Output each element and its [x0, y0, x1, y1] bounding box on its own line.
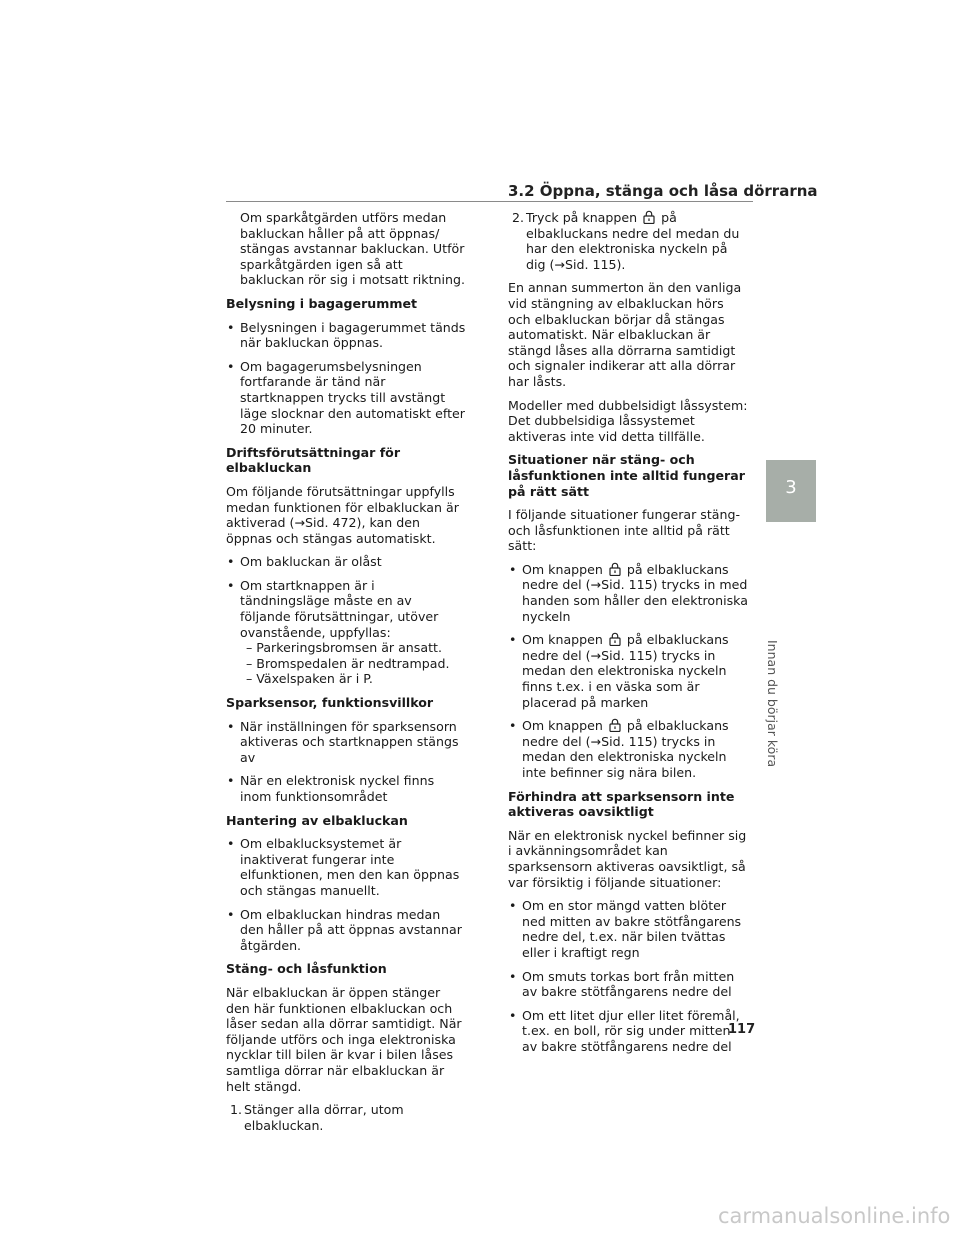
list-item: • Belysningen i bagagerummet tänds när bakluckan öppnas.	[226, 320, 466, 351]
list-item: • När inställningen för sparksensorn aktiveras och startknappen stängs av	[226, 719, 466, 766]
list-item-text: Om knappen	[522, 632, 603, 648]
list-item-text: Om knappen	[522, 718, 603, 734]
heading-kick-sensor: Sparksensor, funktionsvillkor	[226, 695, 434, 711]
heading-luggage-light: Belysning i bagagerummet	[226, 295, 418, 311]
page-number: 117	[728, 1022, 756, 1037]
sub-item: – Bromspedalen är nedtrampad.	[246, 655, 450, 671]
list-item: • Om ett litet djur eller litet föremål, t.ex. en boll, rör sig under mitten av bakre stötfångarens nedre del	[508, 1008, 748, 1055]
list-item	[508, 718, 748, 780]
list-item: • Om bakluckan är olåst	[226, 554, 466, 570]
sub-item: – Växelspaken är i P.	[246, 671, 373, 687]
paragraph: Modeller med dubbelsidigt låssystem: Det dubbelsidiga låssystemet aktiveras inte vid detta tillfälle.	[508, 397, 748, 444]
step-text: Tryck på knappen	[526, 210, 638, 225]
list-item: • Om bagagerumsbelysningen fortfarande är tänd när startknappen trycks till avstängt läge slocknar den automatiskt efter 20 minuter.	[226, 359, 466, 437]
list-item-text: på elbakluckans nedre del (→Sid. 115) trycks in medan den elektroniska nyckeln inte befinner sig nära bilen.	[522, 718, 729, 780]
step-text: Stänger alla dörrar, utom elbakluckan.	[244, 1102, 404, 1133]
heading-close-lock: Stäng- och låsfunktion	[226, 961, 387, 977]
list-item: • Om en stor mängd vatten blöter ned mitten av bakre stötfångarens nedre del, t.ex. när bilen tvättas eller i kraftigt regn	[508, 898, 748, 960]
paragraph: En annan summerton än den vanliga vid stängning av elbakluckan hörs och elbakluckan börjar då stängas automatiskt. När elbakluckan är stängd låses alla dörrarna samtidigt och signaler indikerar att alla dörrar har låsts.	[508, 280, 742, 389]
list-item	[226, 578, 466, 687]
step-number: 1.	[230, 1102, 243, 1118]
lock-button-icon	[608, 718, 622, 732]
section-header: 3.2 Öppna, stänga och låsa dörrarna	[508, 182, 818, 200]
list-item	[508, 562, 748, 624]
list-item	[508, 632, 748, 710]
numbered-step	[226, 1102, 466, 1133]
paragraph: Om följande förutsättningar uppfylls medan funktionen för elbakluckan är aktiverad (→Sid. 472), kan den öppnas och stängas automatiskt.	[226, 483, 459, 546]
right-column	[508, 210, 748, 1063]
lock-button-icon	[608, 562, 622, 576]
header-divider	[226, 201, 753, 202]
paragraph: I följande situationer fungerar stäng- och låsfunktionen inte alltid på rätt sätt:	[508, 507, 741, 554]
lock-button-icon	[642, 210, 656, 224]
watermark: carmanualsonline.info	[718, 1204, 951, 1228]
list-item-text: Om knappen	[522, 561, 603, 577]
numbered-step	[508, 210, 748, 272]
lock-button-icon	[608, 632, 622, 646]
heading-situations: Situationer när stäng- och låsfunktionen inte alltid fungerar på rätt sätt	[508, 452, 745, 499]
list-item: • När en elektronisk nyckel finns inom funktionsområdet	[226, 773, 466, 804]
list-item-text: på elbakluckans nedre del (→Sid. 115) trycks in med handen som håller den elektroniska nyckeln	[522, 561, 748, 624]
chapter-number: 3	[785, 477, 797, 498]
paragraph: När elbakluckan är öppen stänger den här funktionen elbakluckan och låser sedan alla dörrar samtidigt. När följande utförs och inga elektroniska nycklar till bilen är kvar i bilen låses samtliga dörrar när elbakluckan är helt stängd.	[226, 984, 462, 1094]
list-item: • Om elbaklucksystemet är inaktiverat fungerar inte elfunktionen, men den kan öppnas och stängas manuellt.	[226, 836, 466, 898]
chapter-label: Innan du börjar köra	[765, 640, 780, 768]
heading-operating-conditions: Driftsförutsättningar för elbakluckan	[226, 444, 401, 476]
left-column	[226, 210, 466, 1141]
step-text: på elbakluckans nedre del medan du har den elektroniska nyckeln på dig (→Sid. 115).	[526, 210, 740, 272]
chapter-tab	[766, 460, 816, 522]
intro-paragraph: Om sparkåtgärden utförs medan bakluckan håller på att öppnas/ stängas avstannar bakluckan. Utför sparkåtgärden igen så att bakluckan rör sig i motsatt riktning.	[240, 210, 465, 288]
list-item: • Om elbakluckan hindras medan den håller på att öppnas avstannar åtgärden.	[226, 907, 466, 954]
list-item-text: • Om startknappen är i tändningsläge måste en av följande förutsättningar, utöver ovanstående, uppfyllas:	[240, 577, 439, 640]
list-item: • Om smuts torkas bort från mitten av bakre stötfångarens nedre del	[508, 969, 748, 1000]
step-number: 2.	[512, 210, 525, 225]
sub-item: – Parkeringsbromsen är ansatt.	[246, 640, 442, 656]
heading-prevent-unintended: Förhindra att sparksensorn inte aktiveras oavsiktligt	[508, 788, 735, 820]
paragraph: När en elektronisk nyckel befinner sig i avkänningsområdet kan sparksensorn aktiveras oavsiktligt, så var försiktig i följande situationer:	[508, 827, 747, 890]
list-item-text: på elbakluckans nedre del (→Sid. 115) trycks in medan den elektroniska nyckeln finns t.ex. i en väska som är placerad på marken	[522, 632, 729, 710]
heading-handling: Hantering av elbakluckan	[226, 812, 408, 828]
